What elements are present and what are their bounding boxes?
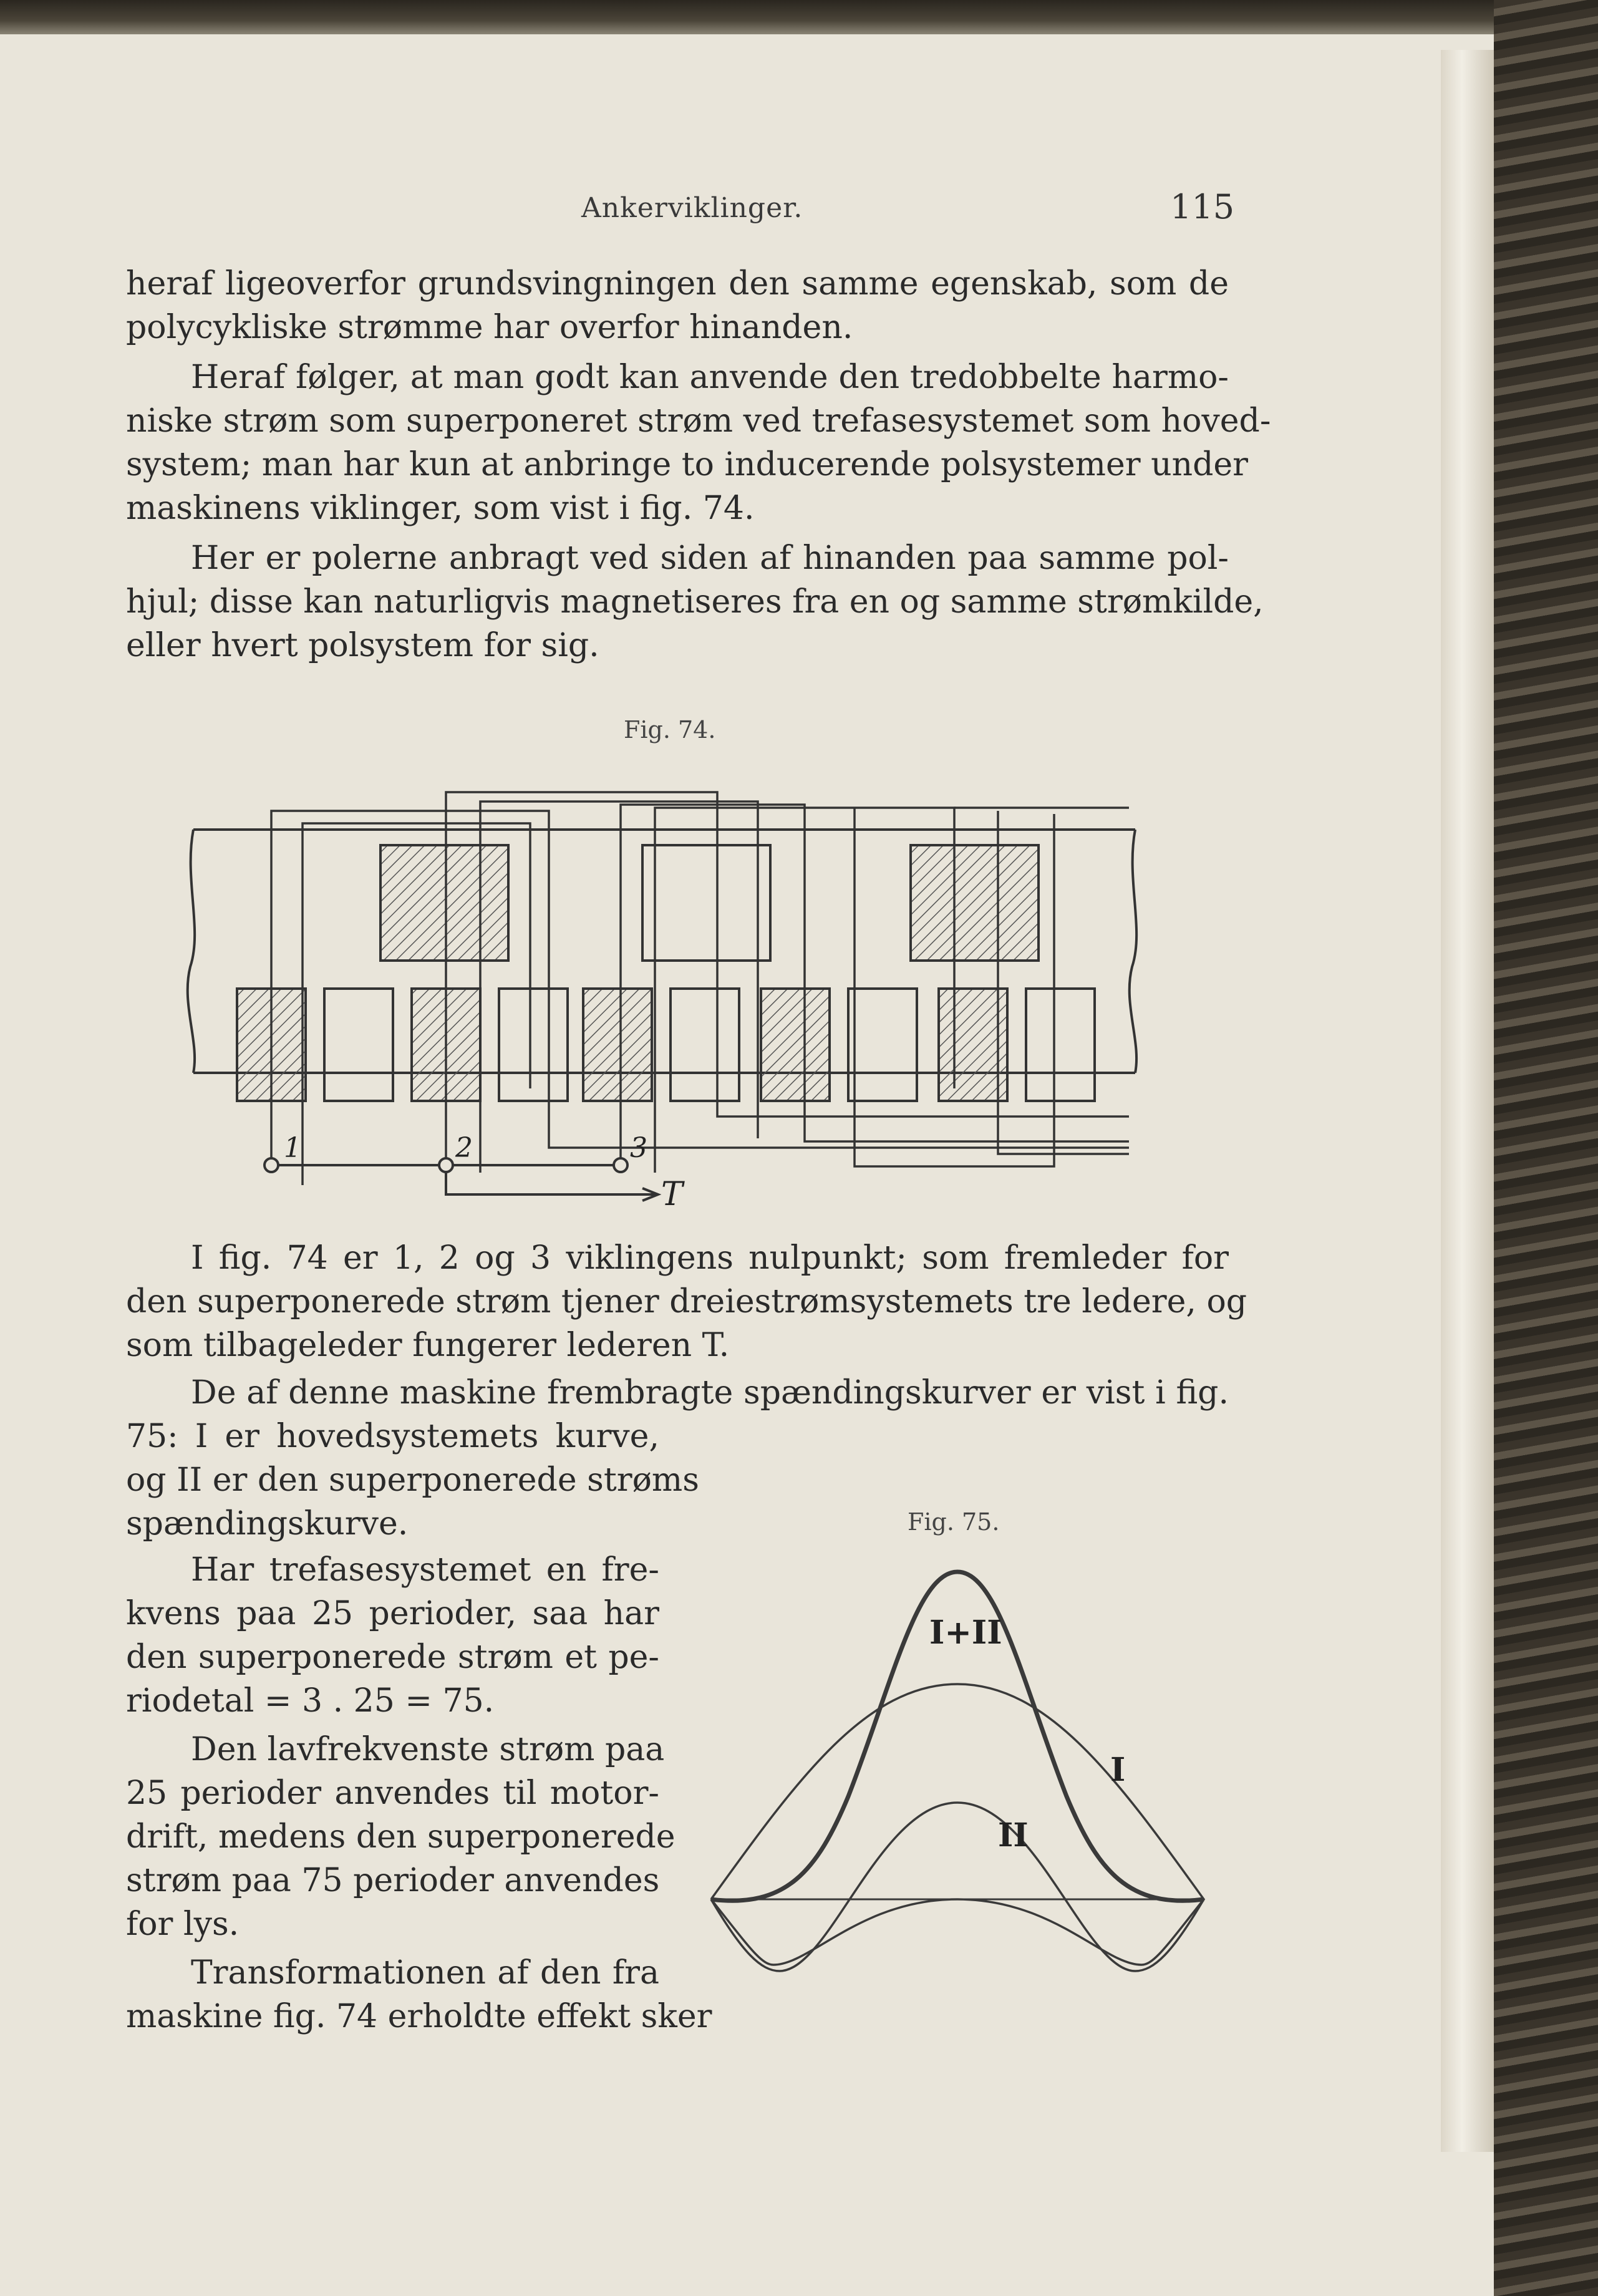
text-line: den superponerede strøm et pe-	[126, 1639, 659, 1676]
paragraph-5-continued	[126, 1415, 699, 1546]
text-line: Her er polerne anbragt ved siden af hinanden paa samme pol-	[191, 540, 1229, 577]
label-II: II	[998, 1816, 1029, 1854]
text-line: Den lavfrekvenste strøm paa	[191, 1731, 665, 1768]
text-line: maskinens viklinger, som vist i fig. 74.	[126, 490, 755, 527]
book-cover	[1494, 0, 1598, 2296]
text-line: De af denne maskine frembragte spændingskurver er vist i fig.	[191, 1374, 1229, 1412]
text-line: 25 perioder anvendes til motor-	[126, 1775, 659, 1812]
slot	[583, 989, 652, 1101]
text-line: og II er den superponerede strøms	[126, 1461, 699, 1499]
terminal-3	[614, 1158, 627, 1172]
paragraph-7	[126, 1728, 676, 1946]
page-top-shadow	[0, 0, 1494, 34]
slot	[761, 989, 830, 1101]
running-head: Ankerviklinger.	[581, 192, 803, 224]
paragraph-2	[126, 356, 1271, 530]
terminal-2	[439, 1158, 453, 1172]
curve-I	[711, 1684, 1204, 1965]
text-line: system; man har kun at anbringe to inducerende polsystemer under	[126, 446, 1249, 483]
text-line: strøm paa 75 perioder anvendes	[126, 1862, 660, 1899]
paragraph-3	[126, 536, 1264, 667]
text-line: spændingskurve.	[126, 1505, 409, 1543]
paragraph-1	[126, 262, 1229, 349]
label-I-plus-II: I+II	[929, 1614, 1002, 1652]
pole-hatched-1	[380, 845, 508, 961]
paragraph-8	[126, 1951, 712, 2038]
pole-hatched-2	[911, 845, 1039, 961]
fig74-diagram	[181, 780, 1154, 1216]
fig75-caption: Fig. 75.	[908, 1508, 1000, 1536]
paragraph-4	[126, 1236, 1247, 1367]
label-1: 1	[284, 1132, 301, 1164]
pole-open	[642, 845, 770, 961]
text-line: den superponerede strøm tjener dreiestrømsystemets tre ledere, og	[126, 1283, 1247, 1320]
paragraph-5	[126, 1371, 1229, 1415]
armature-left-break	[188, 830, 195, 1073]
page-edges	[1441, 50, 1494, 2152]
armature-right-break	[1130, 830, 1136, 1073]
label-T: T	[661, 1176, 683, 1213]
slot	[671, 989, 739, 1101]
text-line: for lys.	[126, 1906, 240, 1943]
text-line: heraf ligeoverfor grundsvingningen den samme egenskab, som de	[126, 265, 1229, 303]
text-line: som tilbageleder fungerer lederen T.	[126, 1327, 730, 1364]
text-line: riodetal = 3 . 25 = 75.	[126, 1682, 495, 1720]
slot	[848, 989, 917, 1101]
page-number: 115	[1170, 187, 1235, 226]
text-line: maskine fig. 74 erholdte effekt sker	[126, 1998, 712, 2035]
label-3: 3	[630, 1132, 647, 1164]
text-line: niske strøm som superponeret strøm ved trefasesystemet som hoved-	[126, 402, 1271, 440]
slot	[1026, 989, 1095, 1101]
text-line: Heraf følger, at man godt kan anvende den tredobbelte harmo-	[191, 359, 1229, 396]
text-line: I fig. 74 er 1, 2 og 3 viklingens nulpunkt; som fremleder for	[191, 1239, 1229, 1277]
text-line: drift, medens den superponerede	[126, 1818, 676, 1856]
label-I: I	[1110, 1751, 1126, 1789]
slot	[324, 989, 393, 1101]
fig75-diagram	[705, 1559, 1216, 2008]
label-2: 2	[455, 1132, 473, 1164]
text-line: 75: I er hovedsystemets kurve,	[126, 1418, 659, 1455]
terminal-1	[264, 1158, 278, 1172]
fig74-caption: Fig. 74.	[624, 716, 716, 744]
text-line: hjul; disse kan naturligvis magnetiseres fra en og samme strømkilde,	[126, 583, 1264, 621]
text-line: Har trefasesystemet en fre-	[191, 1551, 659, 1589]
text-line: kvens paa 25 perioder, saa har	[126, 1595, 659, 1632]
text-line: eller hvert polsystem for sig.	[126, 627, 599, 664]
text-line: Transformationen af den fra	[191, 1954, 659, 1992]
slot	[499, 989, 568, 1101]
text-line: polycykliske strømme har overfor hinanden.	[126, 309, 853, 346]
paragraph-6	[126, 1548, 659, 1723]
